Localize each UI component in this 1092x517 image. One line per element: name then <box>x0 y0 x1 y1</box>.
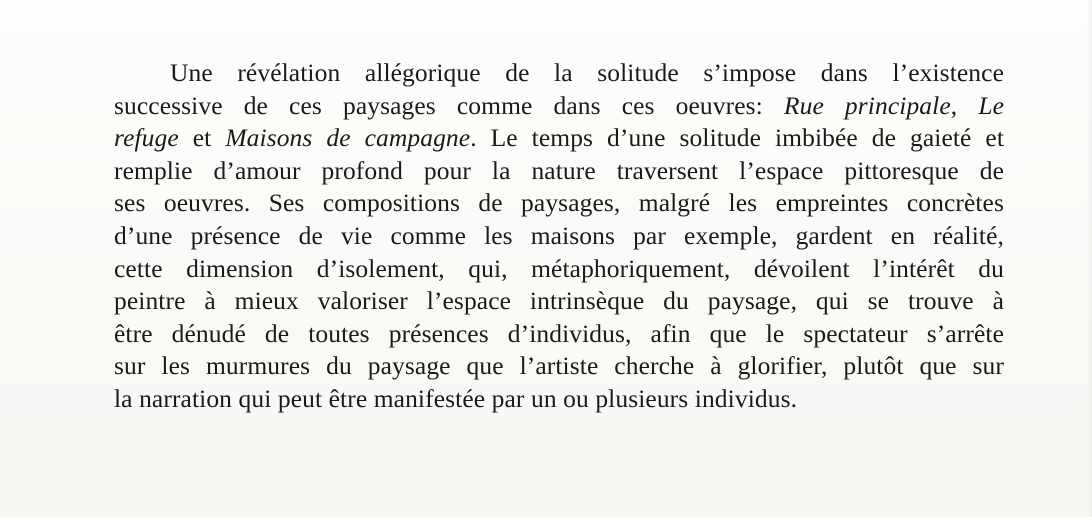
text-line: successive de ces paysages comme dans ces oeuvres: Rue principale, Le <box>114 90 1005 120</box>
text-line: la narration qui peut être manifestée par un ou plusieurs individus. <box>114 383 798 413</box>
artwork-title: Le <box>978 90 1005 120</box>
body-paragraph <box>114 57 1004 416</box>
text-line: d’une présence de vie comme les maisons par exemple, gardent en réalité, <box>114 220 1004 250</box>
text-line: ses oeuvres. Ses compositions de paysages, malgré les empreintes concrètes <box>114 188 1004 218</box>
artwork-title: Rue principale <box>783 90 951 120</box>
text-line: remplie d’amour profond pour la nature traversent l’espace pittoresque de <box>114 155 1004 185</box>
text-line: peintre à mieux valoriser l’espace intrinsèque du paysage, qui se trouve à <box>114 286 1004 316</box>
text-line: être dénudé de toutes présences d’individus, afin que le spectateur s’arrête <box>114 318 1004 348</box>
text-line: cette dimension d’isolement, qui, métaphoriquement, dévoilent l’intérêt du <box>114 253 1004 283</box>
artwork-title: Maisons de campagne <box>225 123 471 153</box>
scan-edge-shadow <box>1086 0 1092 517</box>
text-line: sur les murmures du paysage que l’artiste cherche à glorifier, plutôt que sur <box>114 351 1004 381</box>
artwork-title: refuge <box>114 123 179 153</box>
text-line: Une révélation allégorique de la solitude s’impose dans l’existence <box>170 58 1004 87</box>
text-line: refuge et Maisons de campagne. Le temps d’une solitude imbibée de gaieté et <box>114 123 1005 153</box>
